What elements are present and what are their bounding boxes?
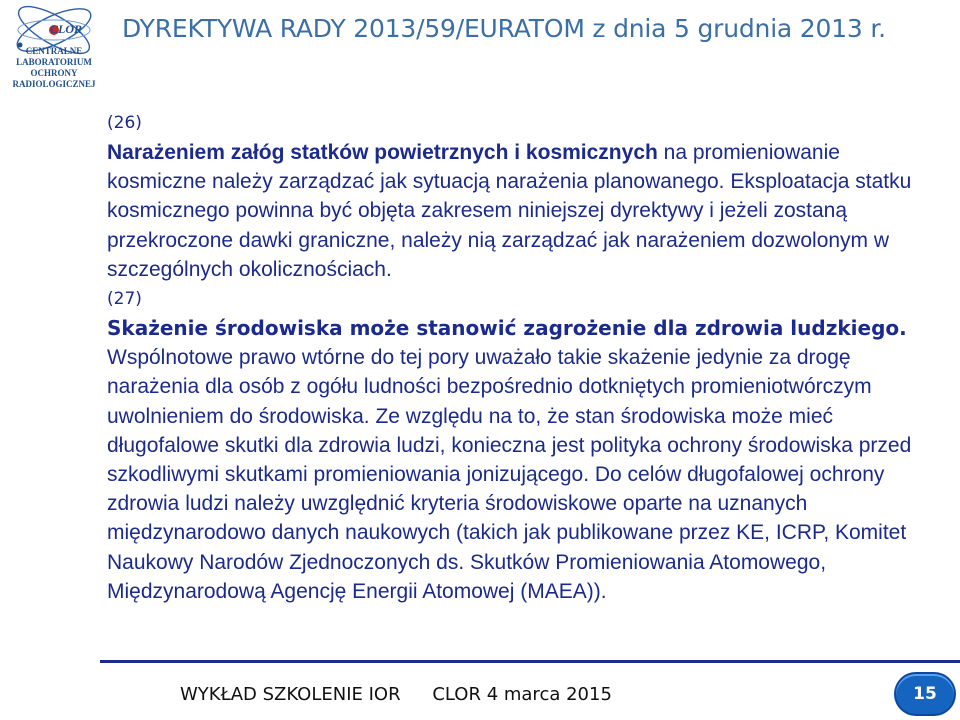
section-number: (27)	[107, 289, 142, 310]
page-number-badge: 15	[896, 674, 954, 714]
logo-line: LABORATORIUM	[16, 57, 92, 67]
slide-body	[107, 108, 927, 606]
section-number: (26)	[107, 113, 142, 133]
slide-title: DYREKTYWA RADY 2013/59/EURATOM z dnia 5 grudnia 2013 r.	[122, 14, 886, 43]
section-text: Wspólnotowe prawo wtórne do tej pory uważało takie skażenie jedynie za drogę narażenia dla osób z ogółu ludności bezpośrednio dotkniętych promieniotwórczym uwolnieniem do środowiska. Ze względu na to, że stan środowiska może mieć długofalowe skutki dla zdrowia ludzi, konieczna jest polityka ochrony środowiska przed szkodliwymi skutkami promieniowania jonizującego. Do celów długofalowej ochrony zdrowia ludzi należy uwzględnić kryteria środowiskowe oparte na uznanych międzynarodowo danych naukowych (takich jak publikowane przez KE, ICRP, Komitet Naukowy Narodów Zjednoczonych ds. Skutków Promieniowania Atomowego, Międzynarodową Agencję Energii Atomowej (MAEA)).	[107, 346, 912, 603]
section-heading: Skażenie środowiska może stanowić zagrożenie dla zdrowia ludzkiego.	[107, 316, 907, 341]
logo-text	[0, 46, 108, 90]
logo-line: OCHRONY	[30, 68, 78, 78]
logo-line: CENTRALNE	[25, 46, 83, 56]
section-paragraph	[107, 138, 927, 284]
section-text: na promieniowanie kosmiczne należy zarządzać jak sytuacją narażenia planowanego. Eksploatacja statku kosmicznego powinna być objęta zakresem niniejszej dyrektywy i jeżeli zostaną przekroczone dawki graniczne, należy nią zarządzać jak narażeniem dozwolonym w szczególnych okolicznościach.	[107, 141, 912, 281]
logo-mark: CLOR	[50, 22, 83, 36]
section-paragraph	[107, 314, 927, 606]
footer-course: WYKŁAD SZKOLENIE IOR	[180, 684, 401, 705]
clor-logo	[0, 0, 108, 100]
footer	[180, 684, 638, 705]
footer-date: CLOR 4 marca 2015	[432, 684, 612, 705]
logo-line: RADIOLOGICZNEJ	[12, 79, 96, 89]
footer-divider	[100, 660, 960, 663]
section-heading: Narażeniem załóg statków powietrznych i kosmicznych	[107, 141, 658, 164]
